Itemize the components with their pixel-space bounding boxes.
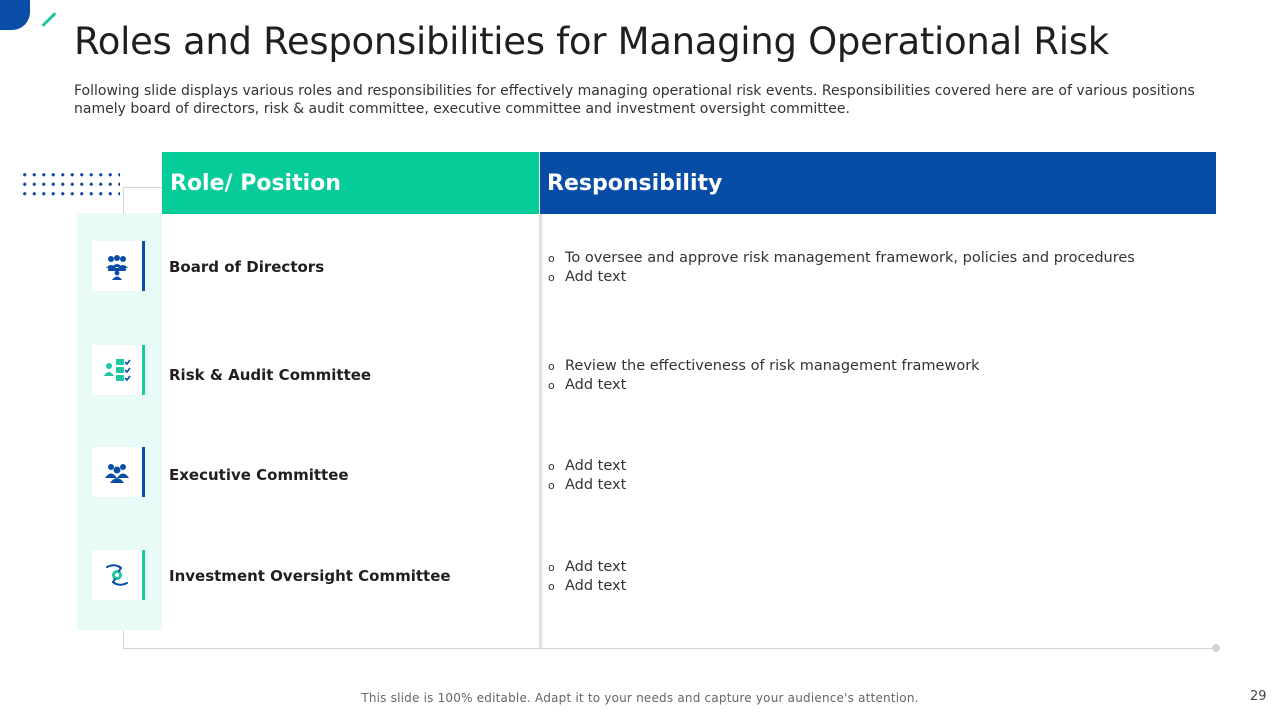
frame-line <box>123 187 163 188</box>
responsibility-text: Add text <box>565 477 627 493</box>
responsibility-list-board <box>548 249 1135 287</box>
bullet: o <box>548 460 555 473</box>
responsibility-list-risk-audit <box>548 357 980 395</box>
role-column-header: Role/ Position <box>162 152 539 214</box>
list-item <box>548 249 1135 268</box>
bullet: o <box>548 379 555 392</box>
list-item <box>548 558 626 577</box>
bullet: o <box>548 252 555 265</box>
list-item <box>548 457 626 476</box>
role-investment-oversight-committee: Investment Oversight Committee <box>169 567 451 585</box>
role-risk-audit-committee: Risk & Audit Committee <box>169 366 372 384</box>
responsibility-column-header: Responsibility <box>540 152 1216 214</box>
money-hands-icon <box>92 550 145 600</box>
bullet: o <box>548 561 555 574</box>
responsibility-list-investment <box>548 558 626 596</box>
responsibility-text: Review the effectiveness of risk management framework <box>565 358 980 374</box>
column-divider <box>539 214 543 648</box>
slide-subtitle: Following slide displays various roles and responsibilities for effectively managing operational risk events. Responsibilities covered here are of various positions namely board of directors, risk & audit committee, executive committee and investment oversight committee. <box>74 83 1195 117</box>
list-item <box>548 268 1135 287</box>
page-number: 29 <box>1250 689 1267 704</box>
list-item <box>548 577 626 596</box>
frame-end-dot <box>1212 644 1220 652</box>
responsibility-text: Add text <box>565 578 627 594</box>
responsibility-text: Add text <box>565 269 627 285</box>
checklist-user-icon <box>92 345 145 395</box>
corner-decoration <box>0 0 30 30</box>
responsibility-list-executive <box>548 457 626 495</box>
corner-accent-stroke <box>42 12 57 27</box>
slide-title: Roles and Responsibilities for Managing Operational Risk <box>74 20 1109 63</box>
responsibility-text: Add text <box>565 559 627 575</box>
responsibility-text: Add text <box>565 458 627 474</box>
frame-line <box>123 648 1216 649</box>
responsibility-text: Add text <box>565 377 627 393</box>
list-item <box>548 357 980 376</box>
role-board-of-directors: Board of Directors <box>169 258 325 276</box>
bullet: o <box>548 360 555 373</box>
bullet: o <box>548 271 555 284</box>
list-item <box>548 476 626 495</box>
list-item <box>548 376 980 395</box>
slide-footer-note: This slide is 100% editable. Adapt it to your needs and capture your audience's attention. <box>361 691 919 705</box>
role-executive-committee: Executive Committee <box>169 466 349 484</box>
bullet: o <box>548 479 555 492</box>
responsibility-text: To oversee and approve risk management framework, policies and procedures <box>565 250 1135 266</box>
dot-pattern-decoration <box>20 170 120 198</box>
board-meeting-icon <box>92 241 145 291</box>
bullet: o <box>548 580 555 593</box>
team-group-icon <box>92 447 145 497</box>
